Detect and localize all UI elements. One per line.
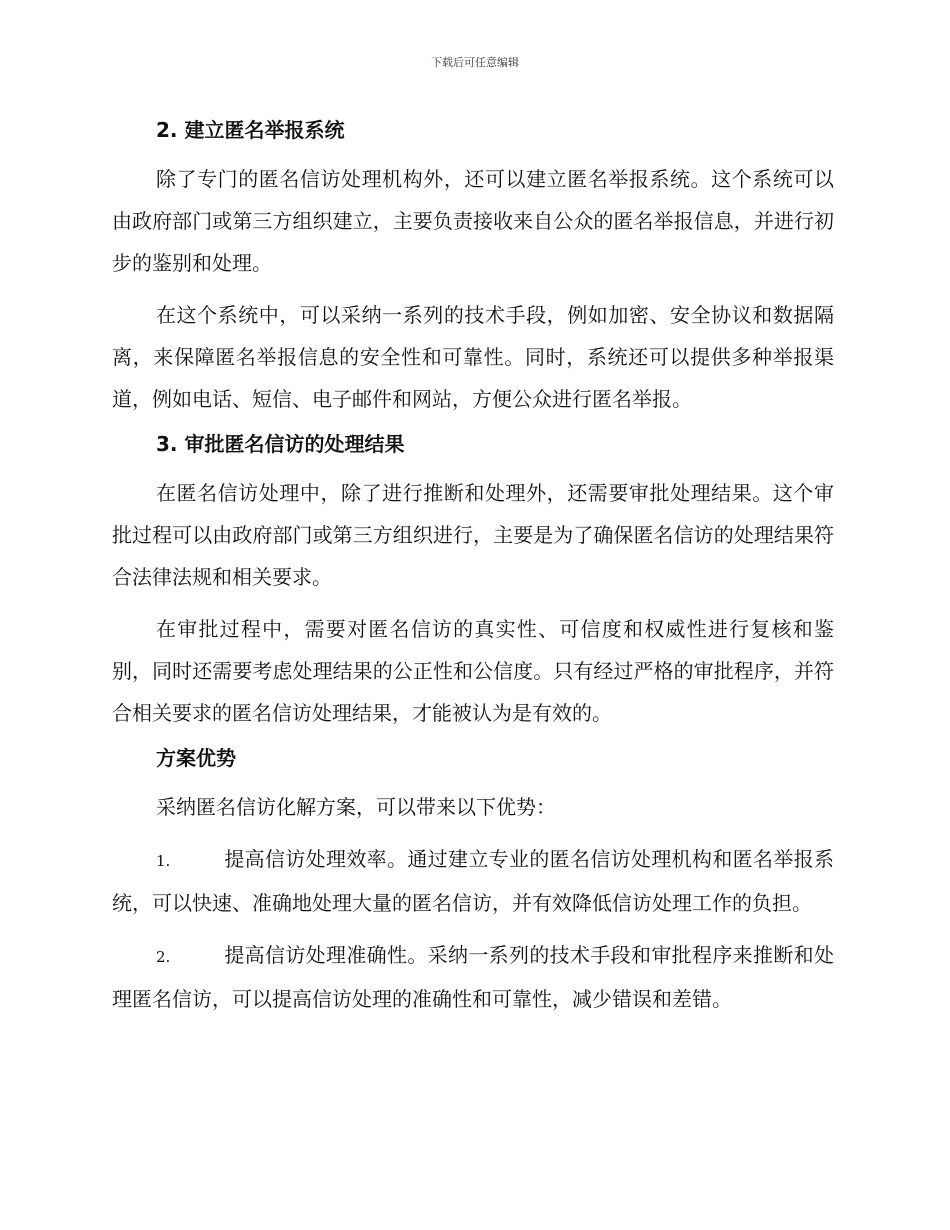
list-number: 2. — [156, 948, 171, 966]
list-item-text: 提高信访处理准确性。采纳一系列的技术手段和审批程序来推断和处理匿名信访，可以提高信访处理的准确性和可靠性，减少错误和差错。 — [112, 943, 834, 1011]
list-item — [112, 838, 834, 924]
paragraph: 除了专门的匿名信访处理机构外，还可以建立匿名举报系统。这个系统可以由政府部门或第三方组织建立，主要负责接收来自公众的匿名举报信息，并进行初步的鉴别和处理。 — [112, 167, 834, 275]
section-heading-anonymous-report-system: 2. 建立匿名举报系统 — [156, 118, 345, 142]
section-heading-advantages: 方案优势 — [156, 746, 236, 770]
paragraph-intro: 采纳匿名信访化解方案，可以带来以下优势： — [156, 795, 556, 819]
paragraph: 在这个系统中，可以采纳一系列的技术手段，例如加密、安全协议和数据隔离，来保障匿名举报信息的安全性和可靠性。同时，系统还可以提供多种举报渠道，例如电话、短信、电子邮件和网站，方便公众进行匿名举报。 — [112, 303, 834, 411]
list-item — [112, 934, 834, 1020]
paragraph: 在审批过程中，需要对匿名信访的真实性、可信度和权威性进行复核和鉴别，同时还需要考虑处理结果的公正性和公信度。只有经过严格的审批程序，并符合相关要求的匿名信访处理结果，才能被认为是有效的。 — [112, 617, 834, 725]
list-number: 1. — [156, 852, 171, 870]
page-header: 下载后可任意编辑 — [431, 56, 519, 69]
paragraph: 在匿名信访处理中，除了进行推断和处理外，还需要审批处理结果。这个审批过程可以由政府部门或第三方组织进行，主要是为了确保匿名信访的处理结果符合法律法规和相关要求。 — [112, 481, 834, 589]
list-item-text: 提高信访处理效率。通过建立专业的匿名信访处理机构和匿名举报系统，可以快速、准确地处理大量的匿名信访，并有效降低信访处理工作的负担。 — [112, 847, 834, 915]
section-heading-approval-results: 3. 审批匿名信访的处理结果 — [156, 432, 405, 456]
document-body — [112, 112, 834, 1030]
